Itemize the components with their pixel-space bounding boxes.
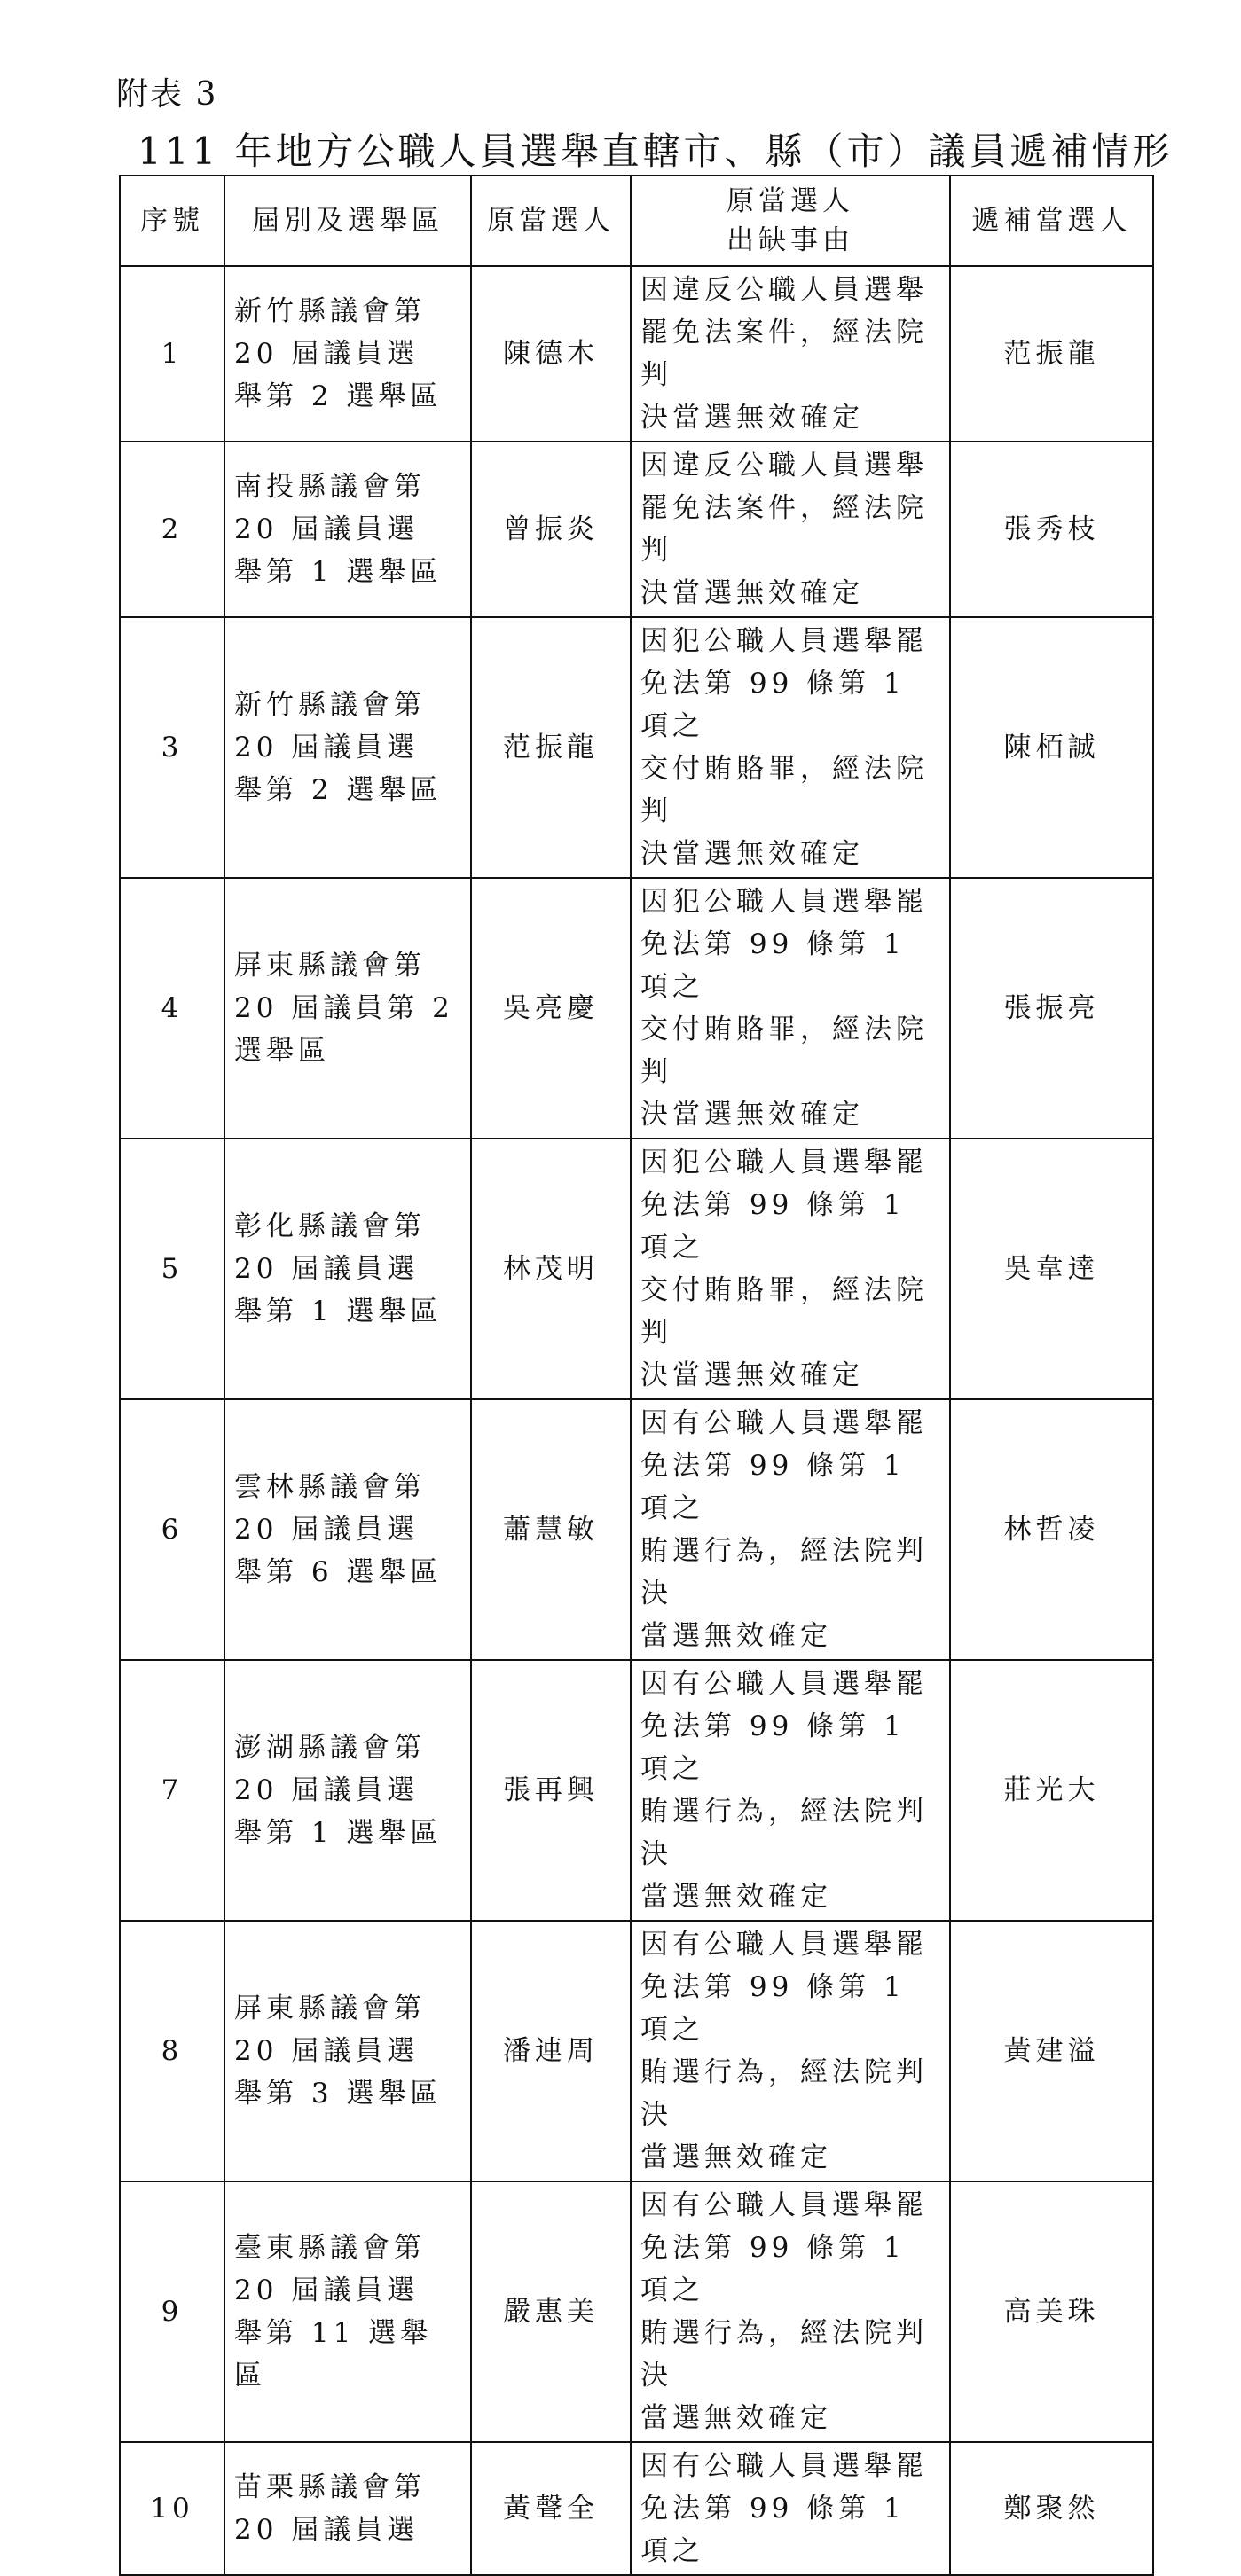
original-elected-cell: [471, 617, 631, 878]
vacancy-reason-cell-line: 決當選無效確定: [640, 577, 864, 609]
vacancy-reason-cell: [631, 266, 950, 442]
district-cell-line: 雲林縣議會第: [234, 1471, 426, 1503]
district-cell-line: 舉第 3 選舉區: [234, 2078, 443, 2110]
vacancy-reason-cell-line: 免法第 99 條第 1 項之: [640, 668, 906, 742]
district-cell-line: 20 屆議員選: [234, 2275, 420, 2306]
header-original-elected: 原當選人: [471, 176, 631, 266]
serial-number-cell-text: 9: [161, 2296, 184, 2328]
replacement-elected-cell: [950, 1399, 1153, 1660]
vacancy-reason-cell-line: 免法第 99 條第 1 項之: [640, 1189, 906, 1264]
replacement-elected-cell: [950, 266, 1153, 442]
district-cell: [224, 2181, 471, 2442]
serial-number-cell-text: 10: [150, 2493, 194, 2525]
vacancy-reason-cell: [631, 617, 950, 878]
serial-number-cell-text: 1: [161, 338, 184, 370]
vacancy-reason-cell-line: 因違反公職人員選舉: [640, 450, 928, 482]
district-cell: [224, 1921, 471, 2181]
vacancy-reason-cell-line: 因有公職人員選舉罷: [640, 1929, 928, 1961]
annex-label: 附表 3: [116, 76, 218, 113]
table-row: [120, 878, 1153, 1139]
replacement-elected-cell-text: 范振龍: [1003, 338, 1100, 370]
district-cell-line: 彰化縣議會第: [234, 1210, 426, 1242]
vacancy-reason-cell-line: 賄選行為，經法院判決: [640, 2317, 928, 2392]
district-cell: [224, 2442, 471, 2575]
serial-number-cell: [120, 1921, 224, 2181]
district-cell-line: 苗栗縣議會第: [234, 2471, 426, 2503]
replacement-elected-cell-text: 吳韋達: [1003, 1253, 1100, 1285]
vacancy-reason-cell-line: 罷免法案件，經法院判: [640, 492, 928, 567]
original-elected-cell-text: 潘連周: [503, 2035, 599, 2067]
original-elected-cell: [471, 1921, 631, 2181]
original-elected-cell: [471, 1139, 631, 1399]
district-cell-line: 屏東縣議會第: [234, 1993, 426, 2024]
district-cell-line: 舉第 1 選舉區: [234, 1817, 443, 1849]
original-elected-cell-text: 嚴惠美: [503, 2296, 599, 2328]
table-row: [120, 266, 1153, 442]
district-cell-line: 20 屆議員選: [234, 2514, 420, 2546]
district-cell-line: 舉第 2 選舉區: [234, 774, 443, 806]
original-elected-cell-text: 林茂明: [503, 1253, 599, 1285]
replacement-elected-cell-text: 鄭聚然: [1003, 2493, 1100, 2525]
serial-number-cell: [120, 442, 224, 617]
district-cell-line: 舉第 6 選舉區: [234, 1556, 443, 1588]
replacement-elected-cell: [950, 1139, 1153, 1399]
district-cell-line: 20 屆議員第 2: [234, 992, 454, 1024]
table-row: [120, 2442, 1153, 2575]
vacancy-reason-cell-line: 免法第 99 條第 1 項之: [640, 1450, 906, 1524]
vacancy-reason-cell: [631, 1660, 950, 1921]
original-elected-cell-text: 張再興: [503, 1774, 599, 1806]
replacement-elected-cell-text: 黃建溢: [1003, 2035, 1100, 2067]
district-cell-line: 20 屆議員選: [234, 513, 420, 545]
serial-number-cell: [120, 1660, 224, 1921]
vacancy-reason-cell-line: 交付賄賂罪，經法院判: [640, 1014, 928, 1088]
header-district: 屆別及選舉區: [224, 176, 471, 266]
vacancy-reason-cell-line: 賄選行為，經法院判決: [640, 1796, 928, 1870]
district-cell-line: 區: [234, 2360, 266, 2392]
district-cell: [224, 617, 471, 878]
vacancy-reason-cell-line: 因犯公職人員選舉罷: [640, 625, 928, 657]
vacancy-reason-cell-line: 因有公職人員選舉罷: [640, 2189, 928, 2221]
document-title: 111 年地方公職人員選舉直轄市、縣（市）議員遞補情形: [137, 129, 1174, 173]
district-cell: [224, 1139, 471, 1399]
district-cell-line: 20 屆議員選: [234, 2035, 420, 2067]
vacancy-reason-cell: [631, 442, 950, 617]
vacancy-reason-cell-line: 當選無效確定: [640, 1620, 832, 1652]
replacement-elected-cell: [950, 442, 1153, 617]
serial-number-cell-text: 7: [161, 1774, 184, 1806]
original-elected-cell-text: 范振龍: [503, 732, 599, 763]
vacancy-reason-cell-line: 免法第 99 條第 1 項之: [640, 2493, 906, 2567]
serial-number-cell-text: 4: [161, 992, 184, 1024]
district-cell: [224, 1660, 471, 1921]
vacancy-reason-cell-line: 因有公職人員選舉罷: [640, 2450, 928, 2482]
district-cell-line: 屏東縣議會第: [234, 950, 426, 982]
vacancy-reason-cell-line: 免法第 99 條第 1 項之: [640, 2232, 906, 2306]
header-serial-number: 序號: [120, 176, 224, 266]
original-elected-cell-text: 黃聲全: [503, 2493, 599, 2525]
table-row: [120, 1660, 1153, 1921]
replacement-elected-cell: [950, 2181, 1153, 2442]
serial-number-cell-text: 8: [161, 2035, 184, 2067]
district-cell-line: 南投縣議會第: [234, 471, 426, 503]
vacancy-reason-cell-line: 因有公職人員選舉罷: [640, 1407, 928, 1439]
district-cell-line: 新竹縣議會第: [234, 295, 426, 327]
vacancy-reason-cell-line: 交付賄賂罪，經法院判: [640, 753, 928, 827]
table-row: [120, 2181, 1153, 2442]
original-elected-cell-text: 蕭慧敏: [503, 1514, 599, 1546]
vacancy-reason-cell-line: 當選無效確定: [640, 2141, 832, 2173]
header-replacement-elected: 遞補當選人: [950, 176, 1153, 266]
table-row: [120, 442, 1153, 617]
district-cell-line: 20 屆議員選: [234, 1514, 420, 1546]
original-elected-cell: [471, 1660, 631, 1921]
table-header-row: [120, 176, 1153, 266]
vacancy-reason-cell-line: 當選無效確定: [640, 1881, 832, 1913]
original-elected-cell: [471, 878, 631, 1139]
vacancy-reason-cell-line: 因有公職人員選舉罷: [640, 1668, 928, 1700]
district-cell: [224, 442, 471, 617]
serial-number-cell: [120, 2181, 224, 2442]
vacancy-reason-cell-line: 因違反公職人員選舉: [640, 274, 928, 306]
district-cell-line: 舉第 1 選舉區: [234, 556, 443, 588]
replacement-elected-cell-text: 陳栢誠: [1003, 732, 1100, 763]
original-elected-cell: [471, 2181, 631, 2442]
serial-number-cell: [120, 1139, 224, 1399]
vacancy-reason-cell-line: 賄選行為，經法院判決: [640, 2056, 928, 2131]
district-cell-line: 澎湖縣議會第: [234, 1732, 426, 1764]
serial-number-cell-text: 6: [161, 1514, 184, 1546]
serial-number-cell: [120, 617, 224, 878]
vacancy-reason-cell-line: 因犯公職人員選舉罷: [640, 1147, 928, 1178]
header-vacancy-reason-line1: 原當選人: [727, 185, 854, 217]
vacancy-reason-cell: [631, 878, 950, 1139]
original-elected-cell: [471, 442, 631, 617]
replacement-table: [119, 175, 1154, 2576]
original-elected-cell: [471, 1399, 631, 1660]
replacement-elected-cell-text: 張秀枝: [1003, 513, 1100, 545]
district-cell-line: 新竹縣議會第: [234, 689, 426, 721]
district-cell-line: 20 屆議員選: [234, 1774, 420, 1806]
district-cell-line: 20 屆議員選: [234, 1253, 420, 1285]
replacement-elected-cell: [950, 1660, 1153, 1921]
original-elected-cell-text: 吳亮慶: [503, 992, 599, 1024]
vacancy-reason-cell-line: 決當選無效確定: [640, 838, 864, 870]
header-vacancy-reason-line2: 出缺事由: [727, 224, 854, 256]
vacancy-reason-cell-line: 免法第 99 條第 1 項之: [640, 1711, 906, 1785]
vacancy-reason-cell-line: 賄選行為，經法院判決: [640, 1535, 928, 1609]
table-row: [120, 1921, 1153, 2181]
original-elected-cell: [471, 266, 631, 442]
serial-number-cell: [120, 2442, 224, 2575]
replacement-elected-cell-text: 高美珠: [1003, 2296, 1100, 2328]
district-cell-line: 臺東縣議會第: [234, 2232, 426, 2264]
original-elected-cell-text: 陳德木: [503, 338, 599, 370]
district-cell: [224, 266, 471, 442]
replacement-elected-cell: [950, 878, 1153, 1139]
district-cell-line: 舉第 1 選舉區: [234, 1296, 443, 1327]
replacement-elected-cell: [950, 617, 1153, 878]
vacancy-reason-cell-line: 決當選無效確定: [640, 1099, 864, 1131]
serial-number-cell-text: 3: [161, 732, 184, 763]
original-elected-cell-text: 曾振炎: [503, 513, 599, 545]
vacancy-reason-cell: [631, 2181, 950, 2442]
vacancy-reason-cell-line: 交付賄賂罪，經法院判: [640, 1274, 928, 1349]
serial-number-cell-text: 5: [161, 1253, 184, 1285]
header-vacancy-reason: [631, 176, 950, 266]
district-cell: [224, 1399, 471, 1660]
table-row: [120, 617, 1153, 878]
original-elected-cell: [471, 2442, 631, 2575]
table-row: [120, 1139, 1153, 1399]
table-row: [120, 1399, 1153, 1660]
vacancy-reason-cell: [631, 1921, 950, 2181]
vacancy-reason-cell-line: 免法第 99 條第 1 項之: [640, 1971, 906, 2046]
district-cell-line: 20 屆議員選: [234, 732, 420, 763]
vacancy-reason-cell: [631, 1399, 950, 1660]
vacancy-reason-cell-line: 罷免法案件，經法院判: [640, 317, 928, 391]
serial-number-cell: [120, 878, 224, 1139]
replacement-elected-cell: [950, 2442, 1153, 2575]
district-cell-line: 舉第 2 選舉區: [234, 380, 443, 412]
replacement-elected-cell-text: 張振亮: [1003, 992, 1100, 1024]
vacancy-reason-cell-line: 免法第 99 條第 1 項之: [640, 928, 906, 1003]
serial-number-cell-text: 2: [161, 513, 184, 545]
vacancy-reason-cell-line: 決當選無效確定: [640, 402, 864, 434]
replacement-elected-cell-text: 莊光大: [1003, 1774, 1100, 1806]
vacancy-reason-cell-line: 當選無效確定: [640, 2402, 832, 2434]
district-cell-line: 選舉區: [234, 1035, 330, 1067]
replacement-elected-cell: [950, 1921, 1153, 2181]
replacement-elected-cell-text: 林哲凌: [1003, 1514, 1100, 1546]
serial-number-cell: [120, 266, 224, 442]
vacancy-reason-cell: [631, 2442, 950, 2575]
district-cell-line: 舉第 11 選舉: [234, 2317, 433, 2349]
vacancy-reason-cell-line: 決當選無效確定: [640, 1359, 864, 1391]
vacancy-reason-cell: [631, 1139, 950, 1399]
vacancy-reason-cell-line: 因犯公職人員選舉罷: [640, 886, 928, 918]
serial-number-cell: [120, 1399, 224, 1660]
district-cell: [224, 878, 471, 1139]
district-cell-line: 20 屆議員選: [234, 338, 420, 370]
